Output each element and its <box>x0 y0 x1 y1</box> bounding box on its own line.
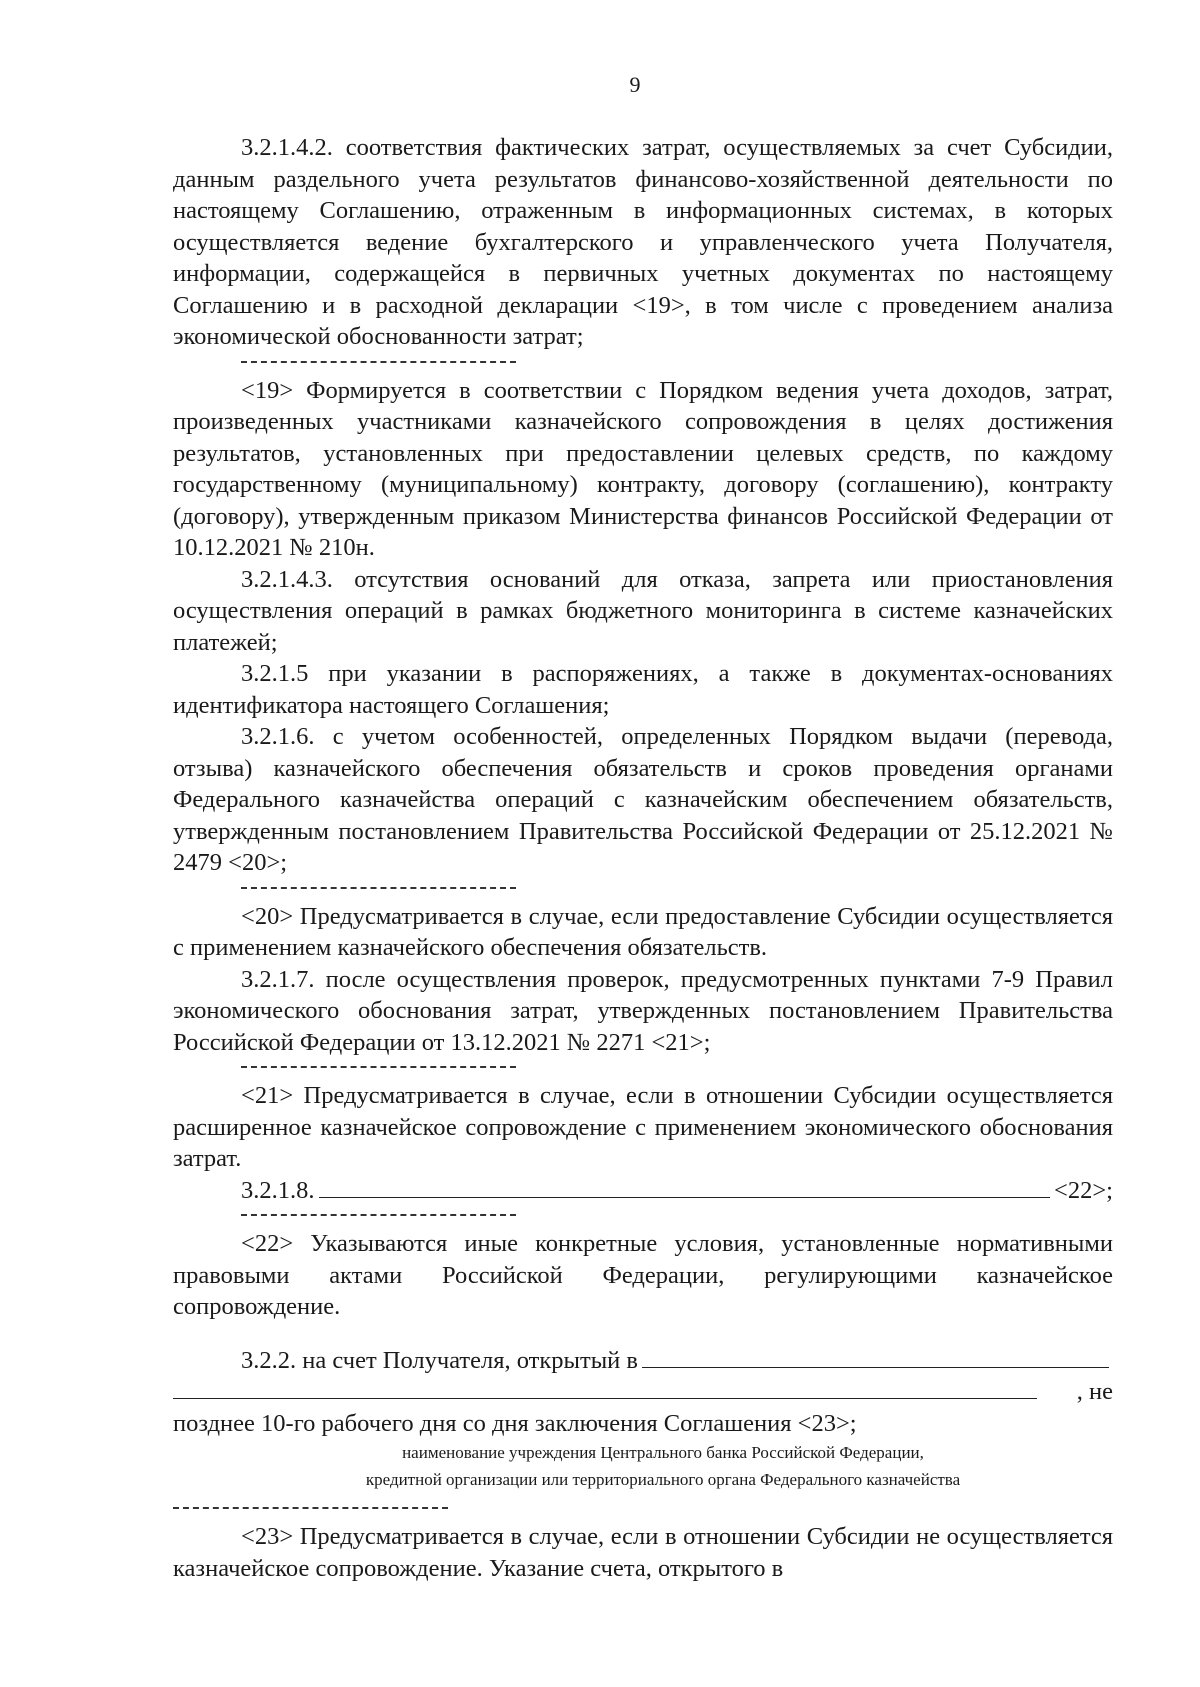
blank-caption-line-1: наименование учреждения Центрального банка Российской Федерации, <box>402 1443 924 1462</box>
clause-3-2-1-8-ref: <22>; <box>1054 1176 1113 1204</box>
blank-line <box>173 1376 1037 1399</box>
footnote-separator <box>241 887 516 889</box>
footnote-21: <21> Предусматривается в случае, если в отношении Субсидии осуществляется расширенное казначейское сопровождение с применением экономического обоснования затрат. <box>173 1082 1113 1172</box>
clause-3-2-2-blank-row <box>173 1376 1113 1408</box>
clause-3-2-2-tail: , не <box>1076 1378 1113 1405</box>
document-body <box>173 132 1113 1584</box>
blank-caption-line-2: кредитной организации или территориального органа Федерального казначейства <box>365 1470 961 1489</box>
footnote-separator <box>173 1507 448 1509</box>
clause-3-2-1-7: 3.2.1.7. после осуществления проверок, предусмотренных пунктами 7-9 Правил экономического обоснования затрат, утвержденных постановлением Правительства Российской Федерации от 13.12.2021 № 2271 <21>; <box>173 965 1113 1056</box>
footnote-separator <box>241 1214 516 1216</box>
footnote-separator <box>241 361 516 363</box>
clause-3-2-1-4-2: 3.2.1.4.2. соответствия фактических затрат, осуществляемых за счет Субсидии, данным раздельного учета результатов финансово-хозяйственной деятельности по настоящему Соглашению, отраженным в информационных системах, в которых осуществляется ведение бухгалтерского и управленческого учета Получателя, информации, содержащейся в первичных учетных документах по настоящему Соглашению и в расходной декларации <19>, в том числе с проведением анализа экономической обоснованности затрат; <box>173 134 1113 350</box>
clause-3-2-2-continuation: позднее 10-го рабочего дня со дня заключения Соглашения <23>; <box>173 1409 857 1437</box>
clause-3-2-1-5: 3.2.1.5 при указании в распоряжениях, а также в документах-основаниях идентификатора настоящего Соглашения; <box>173 660 1113 719</box>
clause-3-2-1-8 <box>173 1175 1113 1207</box>
page-number: 9 <box>629 72 641 97</box>
footnote-22: <22> Указываются иные конкретные условия, установленные нормативными правовыми актами Российской Федерации, регулирующими казначейское сопровождение. <box>173 1230 1113 1320</box>
blank-line <box>642 1345 1109 1368</box>
clause-3-2-1-4-3: 3.2.1.4.3. отсутствия оснований для отказа, запрета или приостановления осуществления операций в рамках бюджетного мониторинга в системе казначейских платежей; <box>173 565 1113 656</box>
blank-line <box>319 1175 1051 1198</box>
clause-3-2-2 <box>173 1345 1113 1377</box>
clause-3-2-1-6: 3.2.1.6. с учетом особенностей, определенных Порядком выдачи (перевода, отзыва) казначейского обеспечения обязательств и сроков проведения органами Федерального казначейства операций с казначейским обеспечением обязательств, утвержденным постановлением Правительства Российской Федерации от 25.12.2021 № 2479 <20>; <box>173 723 1113 876</box>
clause-3-2-2-label: 3.2.2. на счет Получателя, открытый в <box>241 1346 638 1374</box>
footnote-23: <23> Предусматривается в случае, если в отношении Субсидии не осуществляется казначейское сопровождение. Указание счета, открытого в <box>173 1523 1113 1582</box>
clause-3-2-1-8-label: 3.2.1.8. <box>241 1176 315 1204</box>
footnote-19: <19> Формируется в соответствии с Порядком ведения учета доходов, затрат, произведенных участниками казначейского сопровождения в целях достижения результатов, установленных при предоставлении целевых средств, по каждому государственному (муниципальному) контракту, договору (соглашению), контракту (договору), утвержденным приказом Министерства финансов Российской Федерации от 10.12.2021 № 210н. <box>173 376 1113 561</box>
footnote-20: <20> Предусматривается в случае, если предоставление Субсидии осуществляется с применением казначейского обеспечения обязательств. <box>173 902 1113 961</box>
footnote-separator <box>241 1066 516 1068</box>
